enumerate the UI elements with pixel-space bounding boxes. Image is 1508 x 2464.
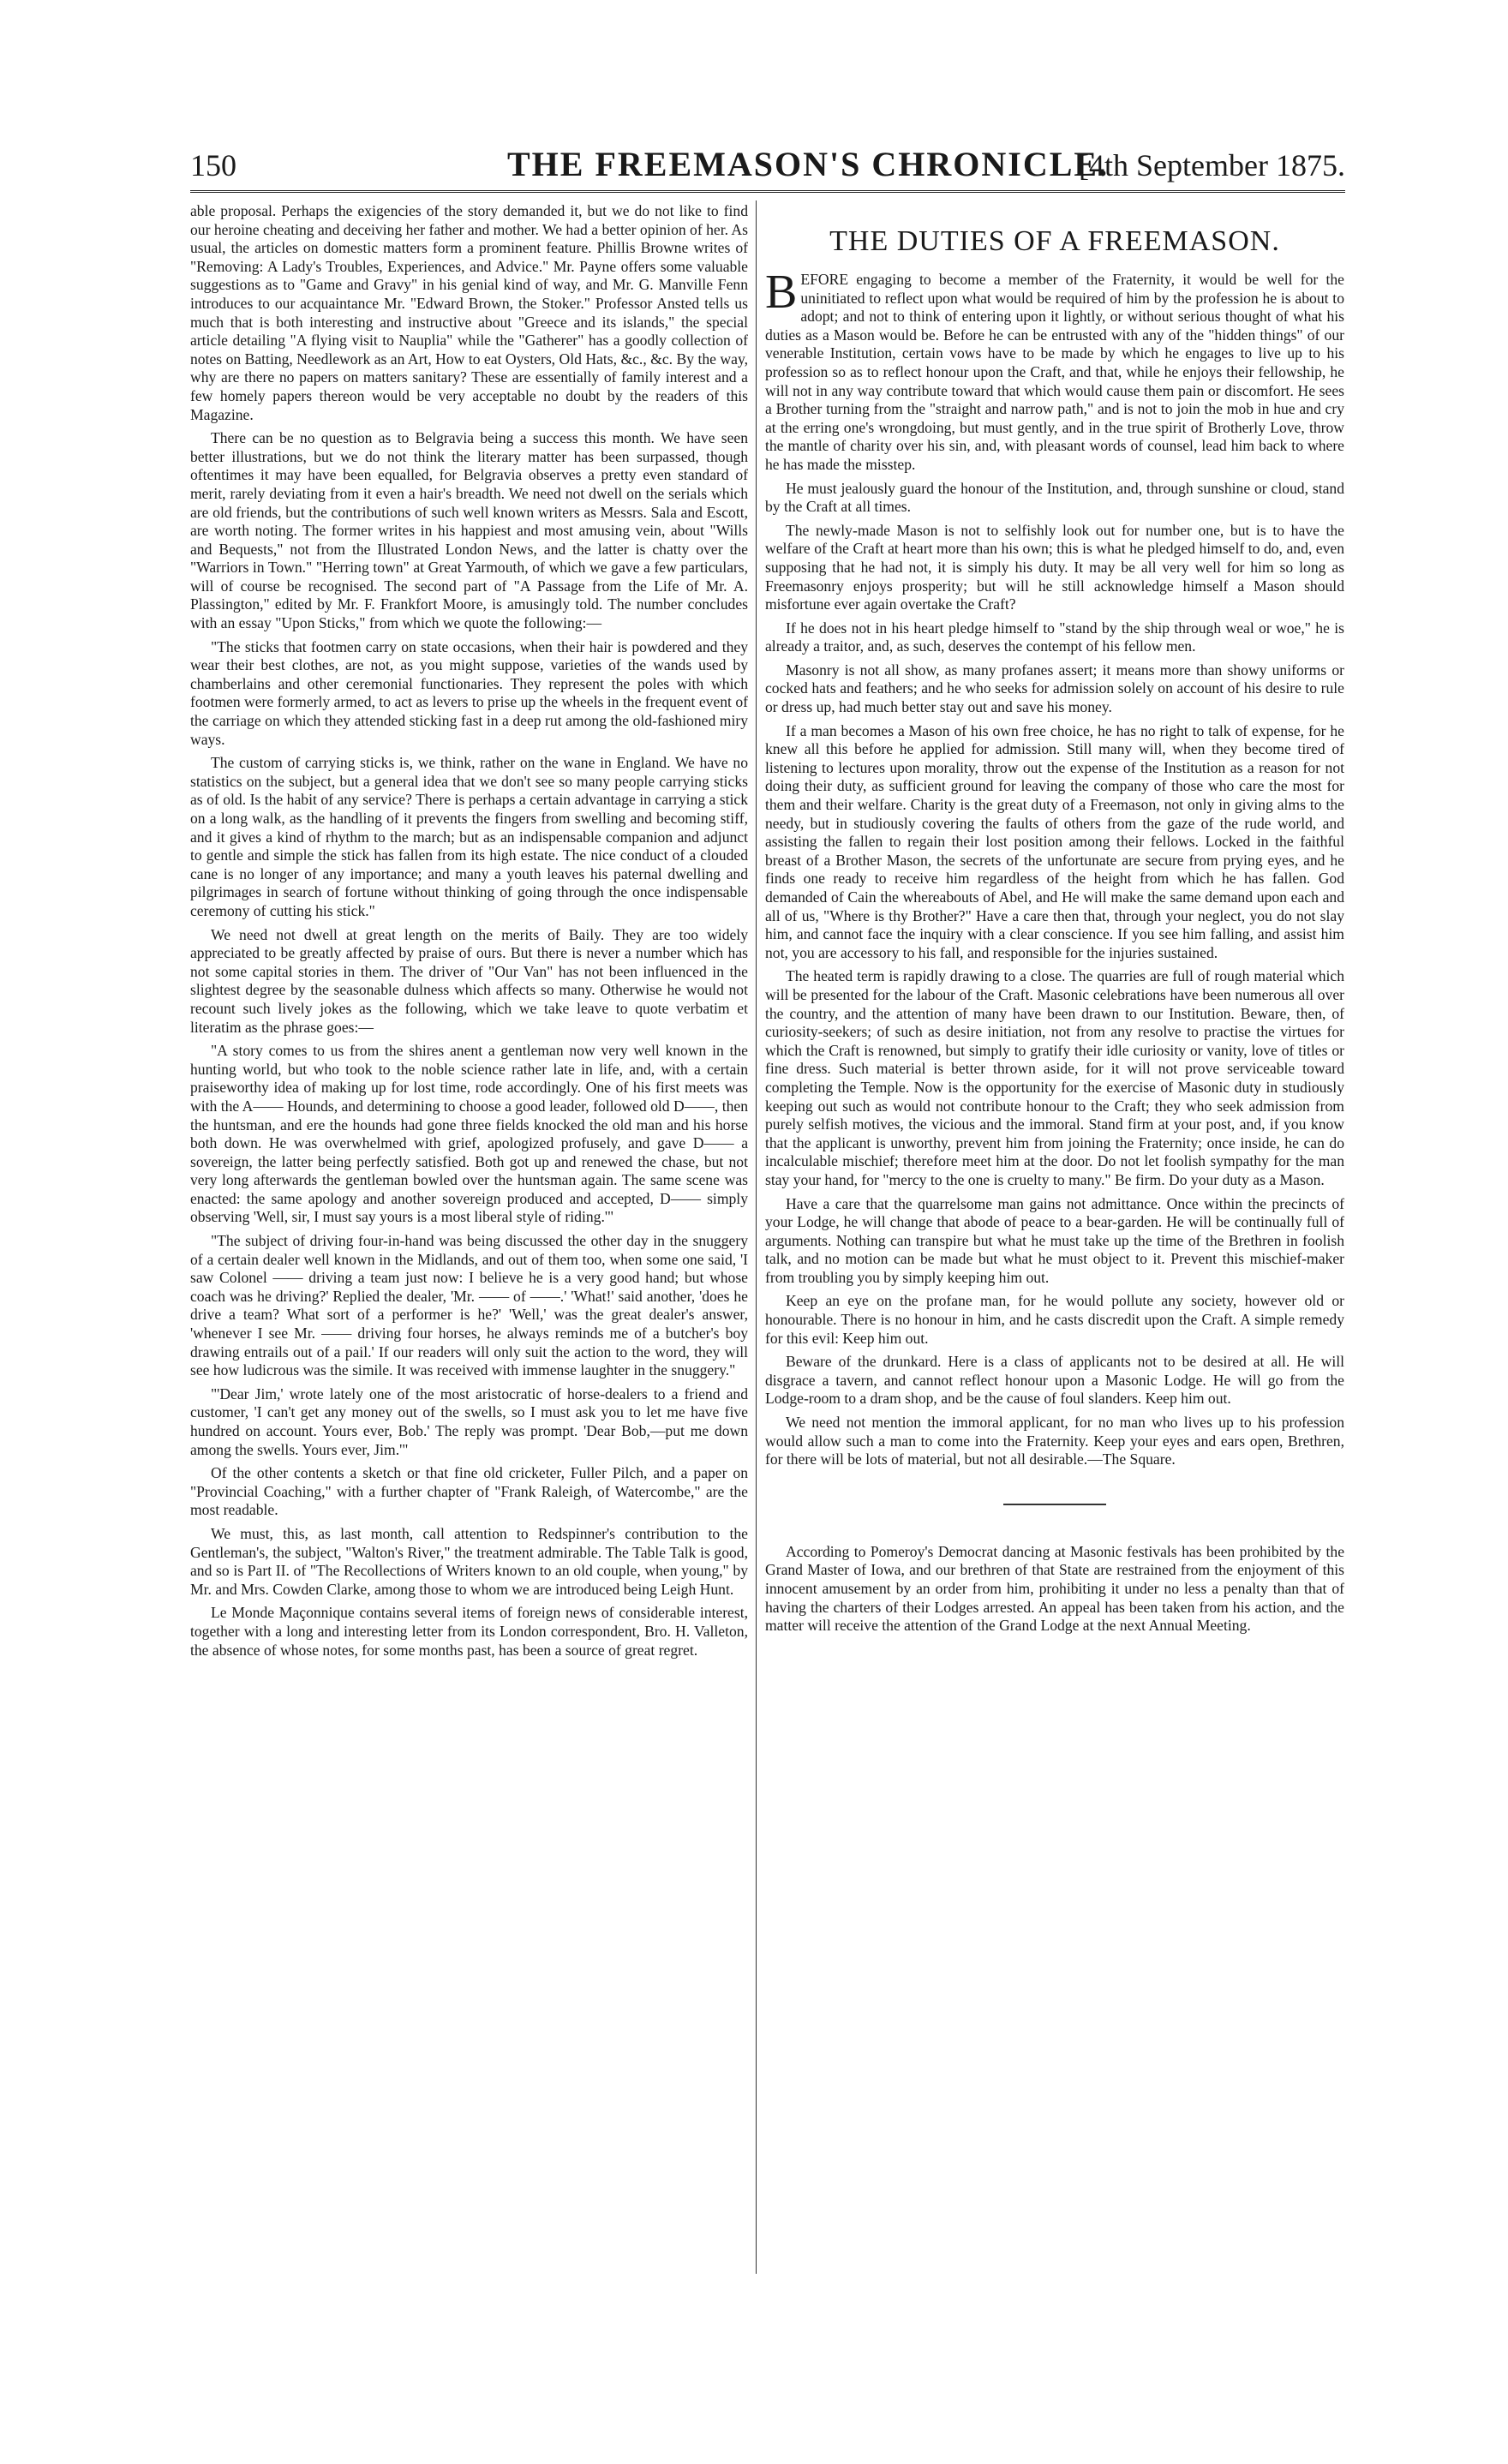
paragraph: Le Monde Maçonnique contains several items of foreign news of considerable interest, together with a long and interesting letter from its London correspondent, Bro. H. Valleton, the absence of whose notes, for some months past, has been a source of great regret. bbox=[190, 1604, 748, 1659]
quoted-paragraph: "The subject of driving four-in-hand was being discussed the other day in the snuggery of a certain dealer well known in the Midlands, and out of them too, when some one said, 'I saw Colonel —— driving a team just now: I believe he is a very good hand; but whose coach was he driving?' Replied the dealer, 'Mr. —— of ——.' 'What!' said another, 'does he drive a team? What sort of a performer is he?' 'Well,' was the great dealer's answer, 'whenever I see Mr. —— driving four horses, he always reminds me of a butcher's boy drawing entrails out of a pail.' If our readers will only suit the action to the word, they will see how ludicrous was the simile. It was received with immense laughter in the snuggery." bbox=[190, 1232, 748, 1379]
first-paragraph bbox=[765, 266, 1344, 475]
paragraph: able proposal. Perhaps the exigencies of the story demanded it, but we do not like to find our heroine cheating and deceiving her father and mother. We had a better opinion of her. As usual, the articles on domestic matters form a prominent feature. Phillis Browne writes of "Removing: A Lady's Troubles, Experiences, and Advice." Mr. Payne offers some valuable suggestions as to "Game and Gravy" in his genial kind of way, and Mr. G. Manville Fenn introduces to our acquaintance Mr. "Edward Brown, the Stoker." Professor Ansted tells us much that is both interesting and instructive about "Greece and its islands," the special article detailing "A flying visit to Nauplia" while the "Gatherer" has a goodly collection of notes on Batting, Needlework as an Art, How to eat Oysters, Old Hats, &c., &c. By the way, why are there no papers on matters sanitary? These are essentially of family interest and a few homely papers thereon would be very acceptable no doubt by the readers of this Magazine. bbox=[190, 202, 748, 423]
first-paragraph-text: EFORE engaging to become a member of the Fraternity, it would be well for the uninitiated to reflect upon what would be required of him by the profession he is about to adopt; and not to think of entering upon it lightly, or without serious thought of what his duties as a Mason would be. Before he can be entrusted with any of the "hidden things" of our venerable Institution, certain vows have to be made by which he engages to live up to his profession so as to reflect honour upon the Craft, and that, while he enjoys their fellowship, he will not in any way contribute toward that which would cause them pain or discomfort. He sees a Brother turning from the "straight and narrow path," and is not to join the mob in hue and cry at the erring one's wrongdoing, but must gently, and in the true spirit of Brotherly Love, throw the mantle of charity over his sin, and, with pleasant words of counsel, lead him back to where he has made the misstep. bbox=[765, 271, 1344, 473]
paragraph: Of the other contents a sketch or that fine old cricketer, Fuller Pilch, and a paper on "Provincial Coaching," with a further chapter of "Frank Raleigh, of Watercombe," are the most readable. bbox=[190, 1464, 748, 1519]
quoted-paragraph: "The sticks that footmen carry on state occasions, when their hair is powdered and they wear their best clothes, are not, as you might suppose, varieties of the wands used by chamberlains and other ceremonial functionaries. They represent the poles with which footmen were formerly armed, to act as levers to prise up the wheels in the frequent event of the carriage on which they attended sticking fast in a deep rut among the old-fashioned miry ways. bbox=[190, 637, 748, 748]
paragraph: We need not mention the immoral applicant, for no man who lives up to his profession would allow such a man to come into the Fraternity. Keep your eyes and ears open, Brethren, for there will be lots of material, but not all desirable.—The Square. bbox=[765, 1414, 1344, 1468]
column-divider bbox=[756, 200, 757, 2274]
paragraph: Masonry is not all show, as many profanes assert; it means more than showy uniforms or cocked hats and feathers; and he who seeks for admission solely on account of his desire to rule or dress up, had much better stay out and save his money. bbox=[765, 661, 1344, 716]
quoted-paragraph: "'Dear Jim,' wrote lately one of the most aristocratic of horse-dealers to a friend and customer, 'I can't get any money out of the swells, so I must ask you to let me have five hundred on account. Yours ever, Bob.' The reply was prompt. 'Dear Bob,—put me down among the swells. Yours ever, Jim.'" bbox=[190, 1385, 748, 1458]
page-number: 150 bbox=[190, 148, 236, 182]
paragraph: There can be no question as to Belgravia being a success this month. We have seen better illustrations, but we do not think the literary matter has been surpassed, though oftentimes it may have been equalled, for Belgravia observes a pretty even standard of merit, rarely deviating from it even a hair's breadth. We need not dwell on the serials which are old friends, but the contributions of such well known writers as Messrs. Sala and Escott, are worth noting. The former writes in his happiest and most amusing vein, about "Wills and Bequests," not from the Illustrated London News, and the latter is chatty over the "Warriors in Town." "Herring town" at Great Yarmouth, of which we gave a few particulars, will of course be recognised. The second part of "A Passage from the Life of Mr. A. Plassington," edited by Mr. F. Frankfort Moore, is amusingly told. The number concludes with an essay "Upon Sticks," from which we quote the following:— bbox=[190, 429, 748, 632]
right-column bbox=[765, 202, 1344, 1641]
paragraph: If he does not in his heart pledge himself to "stand by the ship through weal or woe," he is already a traitor, and, as such, deserves the contempt of his fellow men. bbox=[765, 619, 1344, 655]
page-header bbox=[190, 144, 1345, 193]
paragraph: The newly-made Mason is not to selfishly look out for number one, but is to have the welfare of the Craft at heart more than his own; this is what he pledged himself to do, and, even supposing that he had not, it is simply his duty. It may be all very well for him so long as Freemasonry enjoys prosperity; but will he still acknowledge himself a Mason should misfortune ever again overtake the Craft? bbox=[765, 521, 1344, 613]
paragraph: We must, this, as last month, call attention to Redspinner's contribution to the Gentleman's, the subject, "Walton's River," the treatment admirable. The Table Talk is good, and so is Part II. of "The Recollections of Writers known to an old couple, when young," by Mr. and Mrs. Cowden Clarke, among those to whom we are introduced being Leigh Hunt. bbox=[190, 1524, 748, 1598]
closing-paragraph: According to Pomeroy's Democrat dancing at Masonic festivals has been prohibited by the Grand Master of Iowa, and our brethren of that State are restrained from the enjoyment of this innocent amusement by an order from him, prohibiting it under no less a penalty than that of having the charters of their Lodges arrested. An appeal has been taken from his action, and the matter will receive the attention of the Grand Lodge at the next Annual Meeting. bbox=[765, 1542, 1344, 1635]
paragraph: He must jealously guard the honour of the Institution, and, through sunshine or cloud, stand by the Craft at all times. bbox=[765, 479, 1344, 516]
issue-date: [4th September 1875. bbox=[1079, 148, 1345, 182]
paragraph: Keep an eye on the profane man, for he would pollute any society, however old or honourable. There is no honour in him, and he casts discredit upon the Craft. A simple remedy for this evil: Keep him out. bbox=[765, 1292, 1344, 1347]
publication-title: THE FREEMASON'S CHRONICLE. bbox=[507, 145, 1110, 183]
paragraph: The heated term is rapidly drawing to a close. The quarries are full of rough material which will be presented for the labour of the Craft. Masonic celebrations have been numerous all over the country, and the attention of many have been drawn to our Institution. Beware, then, of curiosity-seekers; of such as desire initiation, not from any resolve to practise the virtues for which the Craft is renowned, but simply to gratify their idle curiosity or vanity, love of titles or fine dress. Such material is better thrown aside, for it will not prove serviceable toward completing the Temple. Now is the opportunity for the exercise of Masonic duty in studiously keeping out such as would not contribute honour to the Craft; they who seek admission from purely selfish motives, the vicious and the immoral. Stand firm at your post, and, if you know that the applicant is unworthy, prevent him from joining the Fraternity; once inside, he can do incalculable mischief; therefore meet him at the door. Do not let foolish sympathy for the man stay your hand, for "mercy to the one is cruelty to many." Be firm. Do your duty as a Mason. bbox=[765, 967, 1344, 1188]
quoted-paragraph: "A story comes to us from the shires anent a gentleman now very well known in the hunting world, but who took to the noble science rather late in life, and, with a certain praiseworthy idea of making up for lost time, rode accordingly. One of his first meets was with the A—— Hounds, and determining to choose a good leader, followed old D——, then the huntsman, and ere the hounds had gone three fields knocked the old man and his horse both down. He was overwhelmed with grief, apologized profusely, and gave D—— a sovereign, the latter being perfectly satisfied. Both got up and renewed the chase, but not very long afterwards the gentleman bowled over the huntsman again. The same scene was enacted: the same apology and another sovereign produced and accepted, D—— simply observing 'Well, sir, I must say yours is a most liberal style of riding.'" bbox=[190, 1042, 748, 1226]
drop-cap: B bbox=[765, 266, 798, 319]
paragraph: We need not dwell at great length on the merits of Baily. They are too widely appreciated to be greatly affected by praise of ours. But there is never a number which has not some capital stories in them. The driver of "Our Van" has not been influenced in the slightest degree by the seasonable dulness which affects so many. Otherwise he would not recount such lively jokes as the following, which we take leave to quote verbatim et literatim as the phrase goes:— bbox=[190, 925, 748, 1036]
paragraph: Beware of the drunkard. Here is a class of applicants not to be desired at all. He will disgrace a tavern, and cannot reflect honour upon a Masonic Lodge. He will go from the Lodge-room to a dram shop, and be the cause of foul slanders. Keep him out. bbox=[765, 1353, 1344, 1408]
paragraph: Have a care that the quarrelsome man gains not admittance. Once within the precincts of your Lodge, he will change that abode of peace to a bear-garden. He will be continually full of arguments. Nothing can transpire but what he must take up the time of the Brethren in foolish talk, and no motion can be made but what he must object to it. Prevent this mischief-maker from troubling you by simply keeping him out. bbox=[765, 1194, 1344, 1286]
section-separator bbox=[1003, 1504, 1106, 1505]
article-title: THE DUTIES OF A FREEMASON. bbox=[829, 225, 1280, 257]
left-column bbox=[190, 202, 748, 1665]
paragraph: If a man becomes a Mason of his own free choice, he has no right to talk of expense, for he knew all this before he applied for admission. Still many will, when they become tired of listening to lectures upon morality, throw out the expense of the Institution as a reason for not doing their duty, as sufficient ground for leaving the company of those who care the most for them and their welfare. Charity is the great duty of a Freemason, not only in giving alms to the needy, but in studiously covering the faults of others from the gaze of the rude world, and assisting the fallen to regain their lost position among their fellows. Locked in the faithful breast of a Brother Mason, the secrets of the unfortunate are secure from prying eyes, and he finds one ready to receive him regardless of the height from which he has fallen. God demanded of Cain the whereabouts of Abel, and He will make the same demand upon each and all of us, "Where is thy Brother?" Have a care then that, through your neglect, you do not slay him, and cannot face the inquiry with a clear conscience. If you see him falling, and assist him not, you are accessory to his fall, and responsible for the injuries sustained. bbox=[765, 721, 1344, 961]
quoted-paragraph: The custom of carrying sticks is, we think, rather on the wane in England. We have no statistics on the subject, but a general idea that we don't see so many people carrying sticks as of old. Is the habit of any service? There is perhaps a certain advantage in carrying a stick on a long walk, as the handling of it prevents the fingers from swelling and becoming stiff, and it gives a kind of rhythm to the march; but as an indispensable companion and adjunct to gentle and simple the stick has fallen from its high estate. The nice conduct of a clouded cane is no longer of any importance; and many a youth leaves his paternal dwelling and pilgrimages in search of fortune without thinking of going through the once indispensable ceremony of cutting his stick." bbox=[190, 754, 748, 919]
